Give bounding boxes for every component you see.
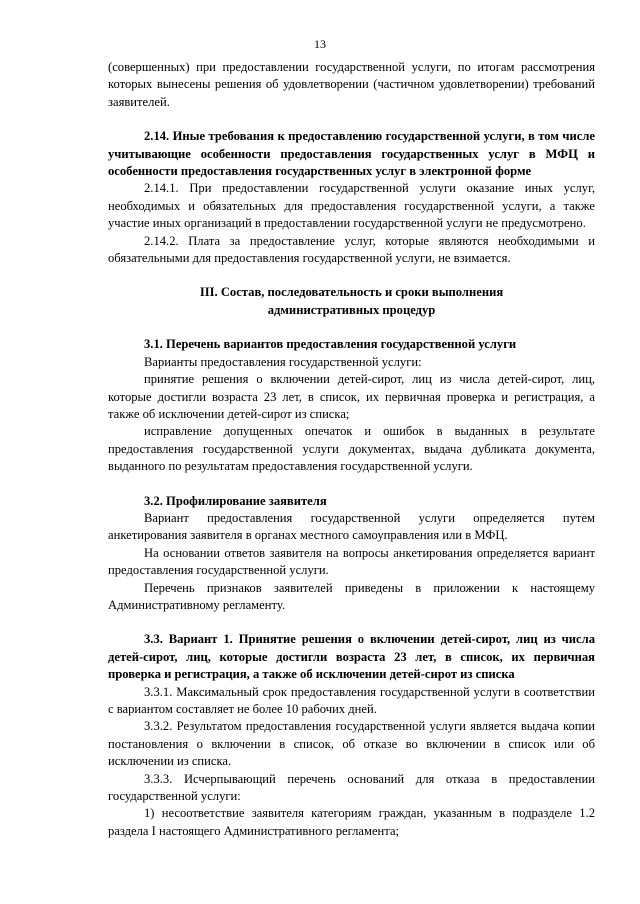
paragraph-3-1-a: Варианты предоставления государственной услуги: (144, 354, 422, 369)
paragraph-2-14-1: 2.14.1. При предоставлении государственной услуги оказание иных услуг, необходимых и обязательных для предоставления государственной услуги, а также участие иных организаций в предоставлении государственной услуги не предусмотрено. (108, 181, 595, 231)
page-number: 13 (314, 37, 326, 51)
paragraph-3-3-2: 3.3.2. Результатом предоставления государственной услуги является выдача копии постановления о включении в список, об отказе во включении в список или об исключении из списка. (108, 719, 595, 769)
paragraph-3-3-3-item-1: 1) несоответствие заявителя категориям граждан, указанным в подразделе 1.2 раздела I настоящего Административного регламента; (108, 806, 595, 838)
paragraph-3-3-1: 3.3.1. Максимальный срок предоставления государственной услуги в соответствии с вариантом составляет не более 10 рабочих дней. (108, 684, 595, 716)
paragraph-3-2-c: Перечень признаков заявителей приведены в приложении к настоящему Административному регламенту. (108, 580, 595, 612)
paragraph-2-14-2: 2.14.2. Плата за предоставление услуг, которые являются необходимыми и обязательными для предоставления государственной услуги, не взимается. (108, 233, 595, 266)
paragraph-3-3-3: 3.3.3. Исчерпывающий перечень оснований для отказа в предоставлении государственной услуги: (108, 771, 595, 804)
paragraph-continuation: (совершенных) при предоставлении государственной услуги, по итогам рассмотрения которых вынесены решения об удовлетворении (частичном удовлетворении) требований заявителей. (108, 60, 595, 109)
section-heading-3-2: 3.2. Профилирование заявителя (144, 493, 327, 508)
paragraph-3-2-b: На основании ответов заявителя на вопросы анкетирования определяется вариант предоставления государственной услуги. (108, 545, 595, 578)
section-heading-2-14: 2.14. Иные требования к предоставлению государственной услуги, в том числе учитывающие особенности предоставления государственных услуг в МФЦ и особенности предоставления государственных услуг в электронной форме (108, 129, 595, 179)
chapter-heading-line-2: административных процедур (267, 302, 436, 317)
chapter-heading-line-1: III. Состав, последовательность и сроки выполнения (199, 285, 504, 300)
document-body (108, 59, 595, 840)
section-heading-3-3: 3.3. Вариант 1. Принятие решения о включении детей-сирот, лиц из числа детей-сирот, лиц, которые достигли возраста 23 лет, в список, их первичная проверка и регистрация, а также об исключении детей-сирот из списка (108, 632, 595, 682)
paragraph-3-1-c: исправление допущенных опечаток и ошибок в выданных в результате предоставления государственной услуги документах, выдача дубликата документа, выданного по результатам предоставления государственной услуги. (108, 424, 595, 474)
paragraph-3-2-a: Вариант предоставления государственной услуги определяется путем анкетирования заявителя в органах местного самоуправления или в МФЦ. (108, 510, 595, 543)
paragraph-3-1-b: принятие решения о включении детей-сирот, лиц из числа детей-сирот, лиц, которые достигли возраста 23 лет, в список, их первичная проверка и регистрация, а также об исключении детей-сирот из списка; (108, 372, 595, 421)
section-heading-3-1: 3.1. Перечень вариантов предоставления государственной услуги (144, 337, 517, 352)
